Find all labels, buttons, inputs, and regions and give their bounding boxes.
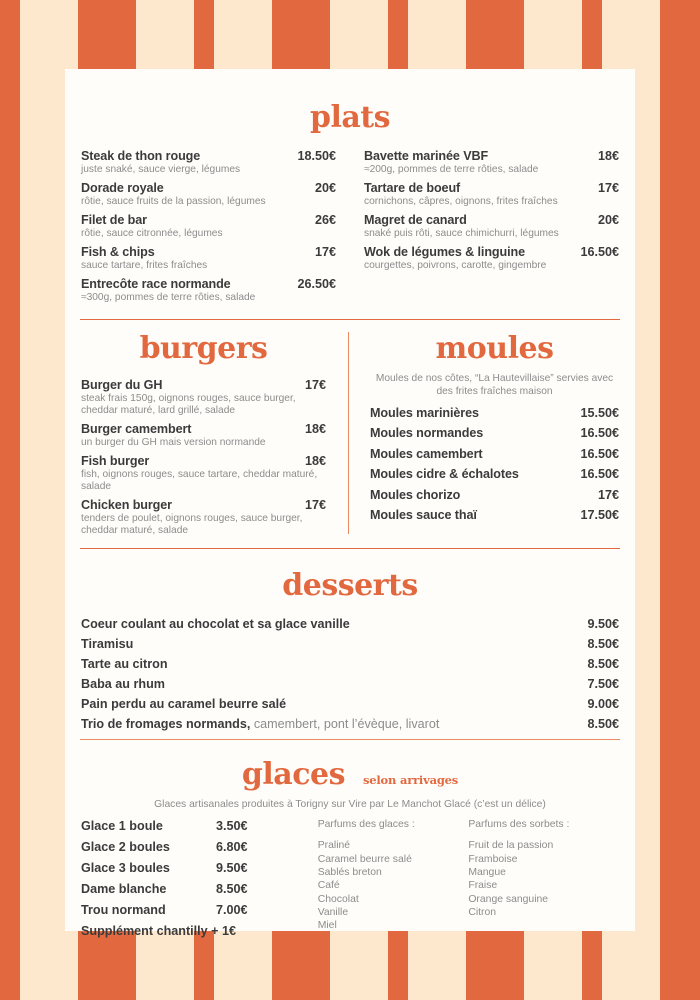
menu-item-name: Tiramisu [81,637,134,652]
menu-item-price: 9.00€ [587,697,619,712]
sorbet-flavor-item: Orange sanguine [468,893,549,905]
section-title-moules: moules [435,331,554,367]
desserts-list [81,617,619,731]
glaces-supplement: Supplément chantilly + 1€ [81,924,237,939]
menu-item-row [81,861,318,875]
burgers-list [81,378,326,537]
menu-item-name: Entrecôte race normande [81,277,231,292]
menu-item-price: 7.00€ [216,903,248,918]
menu-item-row [370,467,619,481]
plats-column-right [350,149,619,309]
menu-item-name: Dame blanche [81,882,167,897]
section-moules [348,320,635,542]
menu-item-price: 16.50€ [580,467,619,482]
menu-item-name: Moules chorizo [370,487,461,502]
menu-item-row [370,406,619,420]
section-glaces [65,740,635,938]
menu-item-row [364,245,619,259]
menu-item-price: 18.50€ [297,149,336,163]
menu-item-description: un burger du GH mais version normande [81,437,266,449]
glace-flavor-item: Vanille [317,906,349,918]
section-plats [65,69,635,309]
menu-item-price: 18€ [597,149,619,163]
menu-item-row [81,454,326,468]
menu-item-price: 8.50€ [216,882,248,897]
menu-item-name: Filet de bar [81,213,147,228]
menu-item-row [81,697,619,711]
menu-item-row [81,277,336,291]
menu-item-description: ≈300g, pommes de terre rôties, salade [81,292,256,304]
section-title-plats: plats [309,100,391,135]
menu-item-description: cornichons, câpres, oignons, frites fraîches [364,196,558,208]
menu-item-name: Fish burger [81,454,150,469]
menu-item-row [81,181,336,195]
menu-item-row [81,882,318,896]
glace-flavor-item: Praliné [317,840,351,852]
glaces-flavors-heading: Parfums des glaces : [317,819,415,831]
glace-flavor-item: Miel [317,920,337,932]
menu-item-price: 7.50€ [587,677,619,692]
glace-flavor-item: Chocolat [317,893,359,905]
menu-item-description: fish, oignons rouges, sauce tartare, cheddar maturé, salade [81,469,318,493]
menu-item-row [370,488,619,502]
menu-item-name: Steak de thon rouge [81,149,201,163]
menu-item-row [364,181,619,195]
glace-flavor-item: Caramel beurre salé [317,853,412,865]
menu-item [81,245,336,272]
menu-item-description: steak frais 150g, oignons rouges, sauce burger, cheddar maturé, lard grillé, salade [81,393,296,417]
menu-item-price: 17.50€ [580,508,619,523]
menu-item [81,277,336,304]
menu-item-name: Moules normandes [370,426,484,441]
menu-item-name: Pain perdu au caramel beurre salé [81,697,287,712]
menu-item [81,149,336,176]
menu-item-name: Dorade royale [81,181,164,196]
section-title-glaces: glaces [241,757,345,793]
menu-item [364,245,619,272]
glaces-price-list [81,819,318,938]
menu-item-name: Bavette marinée VBF [364,149,489,163]
glaces-note: Glaces artisanales produites à Torigny sur Vire par Le Manchot Glacé (c’est un délice) [154,799,546,811]
menu-item-price: 8.50€ [587,657,619,672]
sorbets-flavors-column [468,819,619,938]
menu-item-price: 18€ [304,422,326,437]
menu-item [364,213,619,240]
menu-item-price: 17€ [304,498,326,513]
menu-item [81,422,326,449]
menu-item [81,181,336,208]
menu-item-name: Fish & chips [81,245,155,260]
menu-item-row [81,422,326,436]
menu-item-name: Chicken burger [81,498,172,513]
glaces-subtitle: selon arrivages [362,773,459,788]
menu-item-name: Burger du GH [81,378,163,393]
menu-item-description: courgettes, poivrons, carotte, gingembre [364,260,547,272]
menu-item-price: 3.50€ [216,819,248,834]
menu-item-name: Glace 1 boule [81,819,163,834]
menu-item-description: rôtie, sauce citronnée, légumes [81,228,223,240]
menu-item-row [364,213,619,227]
sorbet-flavor-item: Framboise [468,853,518,865]
sorbet-flavor-item: Mangue [468,867,506,878]
menu-item-row [370,426,619,440]
menu-item-price: 17€ [304,378,326,393]
menu-item-price: 16.50€ [580,426,619,441]
menu-item-name: Moules camembert [370,446,483,461]
menu-item-name: Coeur coulant au chocolat et sa glace vanille [81,617,350,632]
menu-item [81,498,326,537]
menu-item-price: 16.50€ [580,245,619,260]
menu-item-name: Tarte au citron [81,657,168,672]
menu-item-price: 6.80€ [216,840,248,855]
menu-item-price: 20€ [314,181,336,196]
menu-item-description: rôtie, sauce fruits de la passion, légumes [81,196,266,208]
menu-item-description: snaké puis rôti, sauce chimichurri, légumes [364,228,559,240]
menu-item-row [81,637,619,651]
sorbet-flavor-item: Citron [468,906,497,918]
menu-item-name: Moules sauce thaï [370,508,477,523]
glaces-header [81,757,619,793]
menu-item-name: Baba au rhum [81,677,165,692]
section-desserts [65,549,635,731]
menu-item-name: Moules marinières [370,405,479,420]
menu-item-row [81,819,318,833]
menu-item [364,149,619,176]
menu-item-price: 9.50€ [587,617,619,632]
moules-list [370,406,619,523]
menu-item-row [81,498,326,512]
menu-item-row [81,677,619,691]
section-burgers-moules [65,320,635,542]
menu-item-price: 17€ [597,487,619,502]
menu-item-name: Glace 2 boules [81,840,170,855]
menu-item-name: Magret de canard [364,213,467,228]
menu-item-description: tenders de poulet, oignons rouges, sauce burger, cheddar maturé, salade [81,513,303,537]
menu-item-row [364,149,619,163]
menu-item-price: 9.50€ [216,861,248,876]
menu-item-name: Glace 3 boules [81,861,170,876]
moules-intro-text: Moules de nos côtes, “La Hautevillaise” servies avec des frites fraîches maison [375,373,614,397]
menu-item-price: 8.50€ [587,717,619,732]
menu-item-row [81,717,619,731]
menu-item [81,213,336,240]
plats-column-left [81,149,350,309]
menu-item-price: 17€ [314,245,336,260]
menu-item-row [81,213,336,227]
glace-flavor-item: Café [317,880,340,892]
menu-item-price: 17€ [597,181,619,196]
menu-item [364,181,619,208]
glaces-body [81,819,619,938]
menu-card [65,69,635,939]
menu-item-row [81,149,336,163]
menu-item-price: 8.50€ [587,637,619,652]
menu-item-row [81,617,619,631]
sorbet-flavor-item: Fraise [468,880,498,892]
menu-item-subtext: camembert, pont l’évèque, livarot [250,717,440,732]
menu-item [81,454,326,493]
menu-item-description: juste snaké, sauce vierge, légumes [81,164,241,175]
vertical-divider [348,332,349,534]
menu-item-name: Burger camembert [81,422,192,437]
menu-item-name: Moules cidre & échalotes [370,467,519,482]
menu-item-name: Tartare de boeuf [364,181,461,196]
menu-item-price: 26€ [314,213,336,228]
glaces-flavors-column [318,819,469,938]
menu-item-name: Wok de légumes & linguine [364,245,526,260]
menu-item-price: 18€ [304,454,326,469]
menu-item-description: sauce tartare, frites fraîches [81,260,208,272]
menu-item-row [81,657,619,671]
menu-item-price: 15.50€ [580,405,619,420]
menu-item-row [81,840,318,854]
menu-item [81,378,326,417]
menu-item-row [370,447,619,461]
sorbet-flavor-item: Fruit de la passion [468,840,554,852]
menu-item-row [81,245,336,259]
menu-item-price: 20€ [597,213,619,228]
menu-item-row [370,508,619,522]
sorbets-flavors-heading: Parfums des sorbets : [468,819,570,831]
menu-item-name: Trou normand [81,903,166,918]
menu-item-price: 26.50€ [297,277,336,292]
section-title-burgers: burgers [139,331,268,367]
menu-item-price: 16.50€ [580,446,619,461]
plats-columns [81,149,619,309]
glace-flavor-item: Sablés breton [317,867,382,878]
menu-item-row [81,903,318,917]
menu-item-name: Trio de fromages normands, camembert, pont l’évèque, livarot [81,717,440,732]
section-title-desserts: desserts [282,568,418,604]
menu-item-row [81,378,326,392]
menu-item-description: ≈200g, pommes de terre rôties, salade [364,164,539,175]
section-burgers [65,320,348,542]
